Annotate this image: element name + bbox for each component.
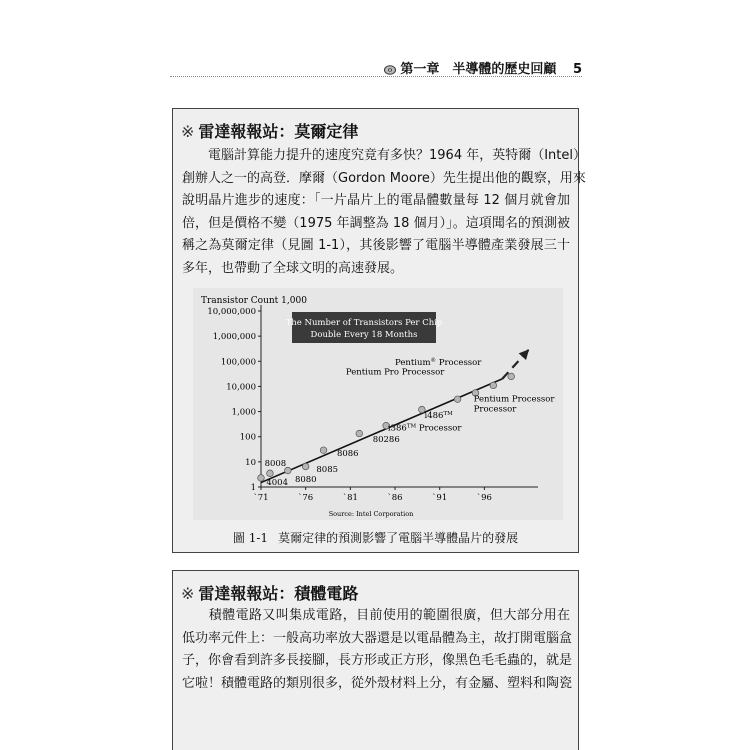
- data-point: [258, 475, 265, 482]
- data-point: [490, 382, 497, 389]
- banner-line-2: Double Every 18 Months: [310, 330, 418, 340]
- point-label: Pentium Pro Processor: [345, 367, 445, 378]
- moores-law-chart: [193, 288, 563, 520]
- paragraph-line: 倍，但是價格不變（1975 年調整為 18 個月）」。這項聞名的預測被: [182, 215, 570, 231]
- paragraph-line: 多年，也帶動了全球文明的高速發展。: [182, 260, 404, 276]
- sidebar-box-moores-law: [172, 108, 586, 553]
- y-axis-title: Transistor Count 1,000: [201, 296, 307, 306]
- body-paragraph: [182, 605, 573, 695]
- page-number: 5: [572, 62, 582, 77]
- box-title: [181, 581, 358, 604]
- paragraph-line: 電腦計算能力提升的速度究竟有多快？1964 年，英特爾（Intel）: [182, 148, 586, 163]
- x-tick-label: `76: [298, 493, 314, 503]
- paragraph-line: 低功率元件上：一般高功率放大器還是以電晶體為主，故打開電腦盒: [182, 630, 573, 646]
- data-point: [302, 463, 309, 470]
- chart-banner: [286, 312, 443, 343]
- trend-line-solid: [261, 379, 502, 483]
- banner-line-1: The Number of Transistors Per Chip: [285, 318, 443, 328]
- paragraph-line: 它啦！積體電路的類別很多，從外殼材料上分，有金屬、塑料和陶瓷: [182, 675, 573, 691]
- point-label: 8080: [294, 474, 317, 485]
- paragraph-line: 子，你會看到許多長接腳，長方形或正方形，像黑色毛毛蟲的，就是: [182, 653, 573, 668]
- x-tick-label: `81: [342, 493, 358, 503]
- figure-caption-text: 莫爾定律的預測影響了電腦半導體晶片的發展: [278, 531, 519, 545]
- y-tick-label: 10: [245, 457, 256, 468]
- box-title: [181, 119, 358, 142]
- paragraph-line: 創辦人之一的高登．摩爾（Gordon Moore）先生提出他的觀察，用來: [182, 170, 586, 186]
- y-tick-label: 100,000: [220, 357, 256, 368]
- x-tick-label: `71: [253, 493, 269, 503]
- point-label: Pentium Processor: [473, 394, 555, 405]
- y-tick-label: 1,000: [231, 407, 256, 418]
- point-label: 8008: [264, 458, 287, 469]
- y-tick-label: 100: [239, 432, 256, 443]
- chart-source: Source: Intel Corporation: [328, 510, 414, 518]
- trend-arrowhead: [519, 349, 529, 360]
- reference-mark: ※: [181, 584, 195, 603]
- data-point: [356, 430, 363, 437]
- chart-svg: [193, 288, 563, 520]
- paragraph-line: 稱之為莫爾定律（見圖 1-1），其後影響了電腦半導體產業發展三十: [182, 238, 570, 253]
- disc-icon: [384, 65, 396, 75]
- data-point: [508, 373, 515, 380]
- x-tick-label: `86: [387, 493, 403, 503]
- point-label: i386™ Processor: [387, 423, 462, 434]
- chapter-title: 第一章 半導體的歷史回顧: [400, 62, 557, 77]
- header-rule: [170, 76, 582, 77]
- y-tick-label: 1,000,000: [212, 332, 256, 343]
- x-tick-label: `91: [432, 493, 448, 503]
- y-tick-label: 10,000: [226, 382, 256, 393]
- figure-caption: [173, 529, 578, 546]
- y-tick-label: 1: [250, 483, 256, 493]
- box-title-text: 雷達報報站：莫爾定律: [198, 122, 359, 141]
- point-label: 4004: [266, 478, 289, 489]
- paragraph-line: 說明晶片進步的速度：「一片晶片上的電晶體數量每 12 個月就會加: [182, 193, 570, 208]
- paragraph-line: 積體電路又叫集成電路，目前使用的範圍很廣，但大部分用在: [182, 608, 570, 623]
- point-label: 8085: [316, 464, 339, 475]
- body-paragraph: [182, 145, 586, 280]
- point-label: Processor: [473, 404, 517, 415]
- point-label: Pentium® Processor: [395, 358, 482, 369]
- data-point: [320, 447, 327, 454]
- y-tick-label: 10,000,000: [207, 307, 256, 317]
- point-label: 80286: [372, 434, 400, 445]
- x-tick-label: `96: [476, 493, 492, 503]
- sidebar-box-integrated-circuit: [172, 570, 579, 750]
- data-point: [454, 396, 461, 403]
- reference-mark: ※: [181, 122, 195, 141]
- figure-label: 圖 1-1: [232, 531, 269, 545]
- box-title-text: 雷達報報站：積體電路: [198, 584, 359, 603]
- point-label: 8086: [336, 449, 359, 460]
- header-text: [384, 58, 582, 77]
- running-header: [170, 56, 582, 76]
- point-label: i486™: [424, 410, 453, 421]
- data-point: [267, 470, 274, 477]
